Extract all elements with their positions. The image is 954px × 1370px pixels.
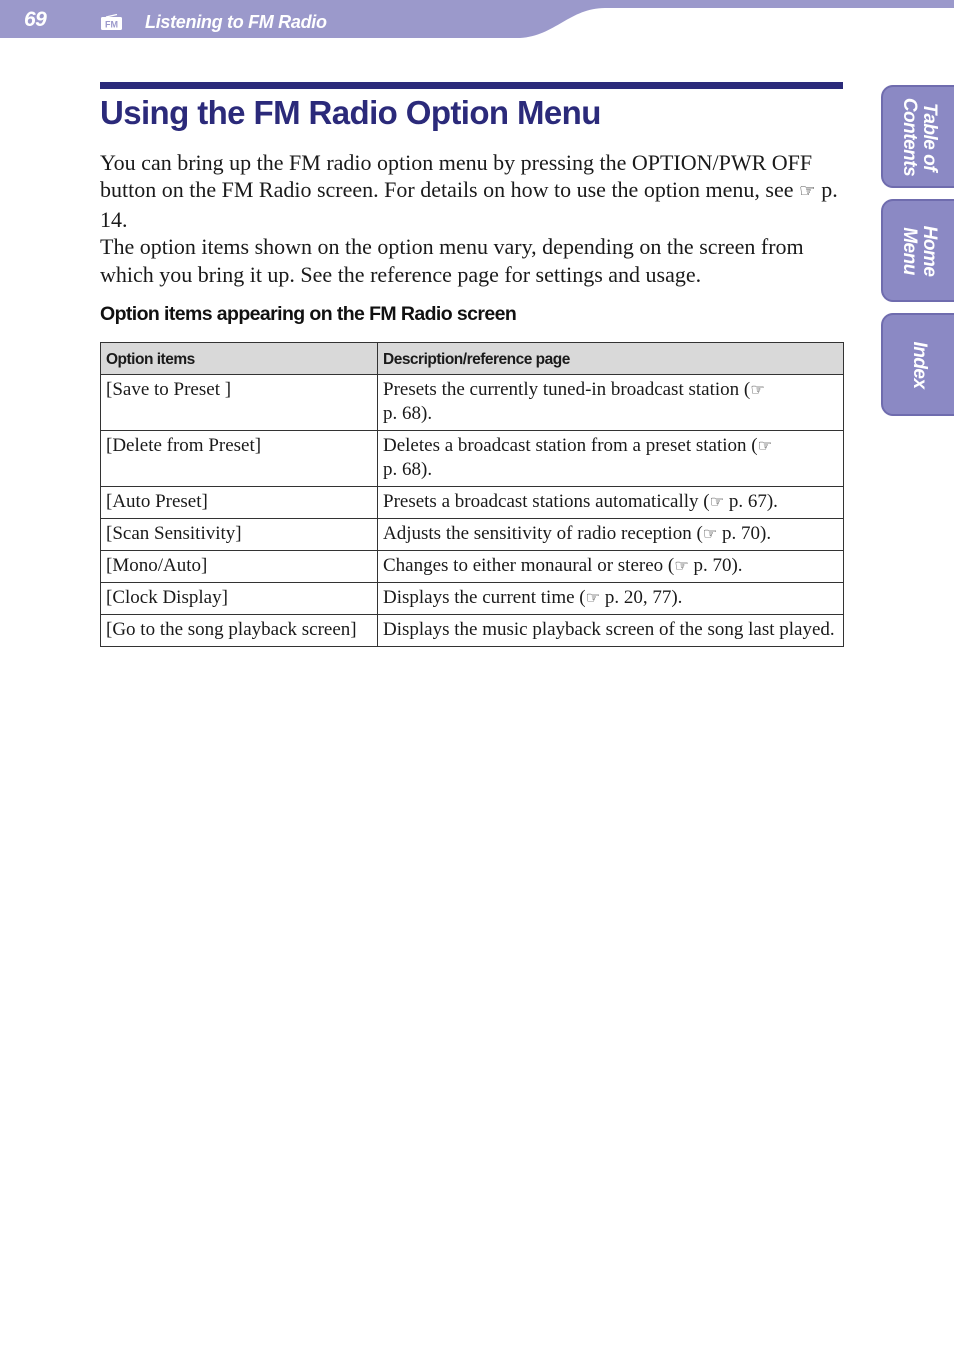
option-item-cell: [Go to the song playback screen]: [101, 615, 378, 647]
intro-paragraph-1: [100, 149, 840, 233]
description-text: Presets the currently tuned-in broadcast station (: [383, 379, 751, 400]
page-title: Using the FM Radio Option Menu: [100, 94, 601, 131]
tab-label-table-of-contents: Table of Contents: [898, 97, 940, 176]
tab-table-of-contents[interactable]: [881, 85, 954, 188]
pointing-hand-icon: ☞: [799, 181, 816, 203]
page-reference-link[interactable]: p. 70).: [693, 555, 743, 576]
description-text: Deletes a broadcast station from a preset station (: [383, 435, 758, 456]
table-row: [101, 431, 844, 487]
page-reference-link[interactable]: p. 20, 77).: [604, 587, 683, 608]
intro-paragraph-2: The option items shown on the option menu vary, depending on the screen from which you bring it up. See the reference page for settings and usage.: [100, 234, 804, 287]
option-item-cell: [Auto Preset]: [101, 487, 378, 519]
description-cell: [378, 431, 844, 487]
tab-home-menu[interactable]: [881, 199, 954, 302]
description-text: Changes to either monaural or stereo (: [383, 555, 675, 576]
description-text: Adjusts the sensitivity of radio reception (: [383, 523, 703, 544]
fm-icon-text: FM: [105, 19, 118, 30]
description-cell: [378, 375, 844, 431]
table-row: [101, 519, 844, 551]
table-row: [101, 583, 844, 615]
pointing-hand-icon: ☞: [757, 436, 773, 455]
header-band: [0, 0, 954, 40]
pointing-hand-icon: ☞: [674, 556, 689, 575]
option-item-cell: [Save to Preset ]: [101, 375, 378, 431]
option-items-table: [100, 342, 844, 647]
description-cell: [378, 583, 844, 615]
page-reference-link[interactable]: p. 68).: [383, 459, 433, 480]
column-header-option-items: Option items: [101, 343, 378, 375]
pointing-hand-icon: ☞: [585, 588, 601, 607]
column-header-description: Description/reference page: [378, 343, 844, 375]
page-reference-link[interactable]: p. 70).: [722, 523, 772, 544]
table-row: [101, 615, 844, 647]
tab-index[interactable]: [881, 313, 954, 416]
fm-radio-icon: [100, 14, 123, 31]
pointing-hand-icon: ☞: [702, 524, 718, 543]
description-cell: [378, 487, 844, 519]
table-heading: Option items appearing on the FM Radio screen: [100, 303, 517, 325]
option-item-cell: [Mono/Auto]: [101, 551, 378, 583]
description-cell: Displays the music playback screen of the song last played.: [378, 615, 844, 647]
table-header-row: [101, 343, 844, 375]
page-reference-link[interactable]: p. 14.: [100, 177, 838, 232]
title-rule: [100, 82, 843, 89]
description-text: Displays the current time (: [383, 587, 586, 608]
option-item-cell: [Delete from Preset]: [101, 431, 378, 487]
option-item-cell: [Clock Display]: [101, 583, 378, 615]
table-row: [101, 551, 844, 583]
pointing-hand-icon: ☞: [709, 492, 725, 511]
page-reference-link[interactable]: p. 68).: [383, 403, 433, 424]
table-row: [101, 375, 844, 431]
paragraph-text: You can bring up the FM radio option menu by pressing the OPTION/PWR OFF button on the FM Radio screen. For details on how to use the option menu, see: [100, 150, 813, 203]
pointing-hand-icon: ☞: [750, 380, 765, 399]
description-text: Presets a broadcast stations automatically (: [383, 491, 710, 512]
tab-label-home-menu: Home Menu: [898, 225, 940, 276]
page-number: 69: [24, 8, 47, 31]
table-row: [101, 487, 844, 519]
section-title: Listening to FM Radio: [145, 12, 327, 32]
option-item-cell: [Scan Sensitivity]: [101, 519, 378, 551]
tab-label-index: Index: [908, 340, 930, 389]
description-cell: [378, 551, 844, 583]
page-reference-link[interactable]: p. 67).: [728, 491, 778, 512]
intro-text: [100, 149, 840, 288]
description-cell: [378, 519, 844, 551]
